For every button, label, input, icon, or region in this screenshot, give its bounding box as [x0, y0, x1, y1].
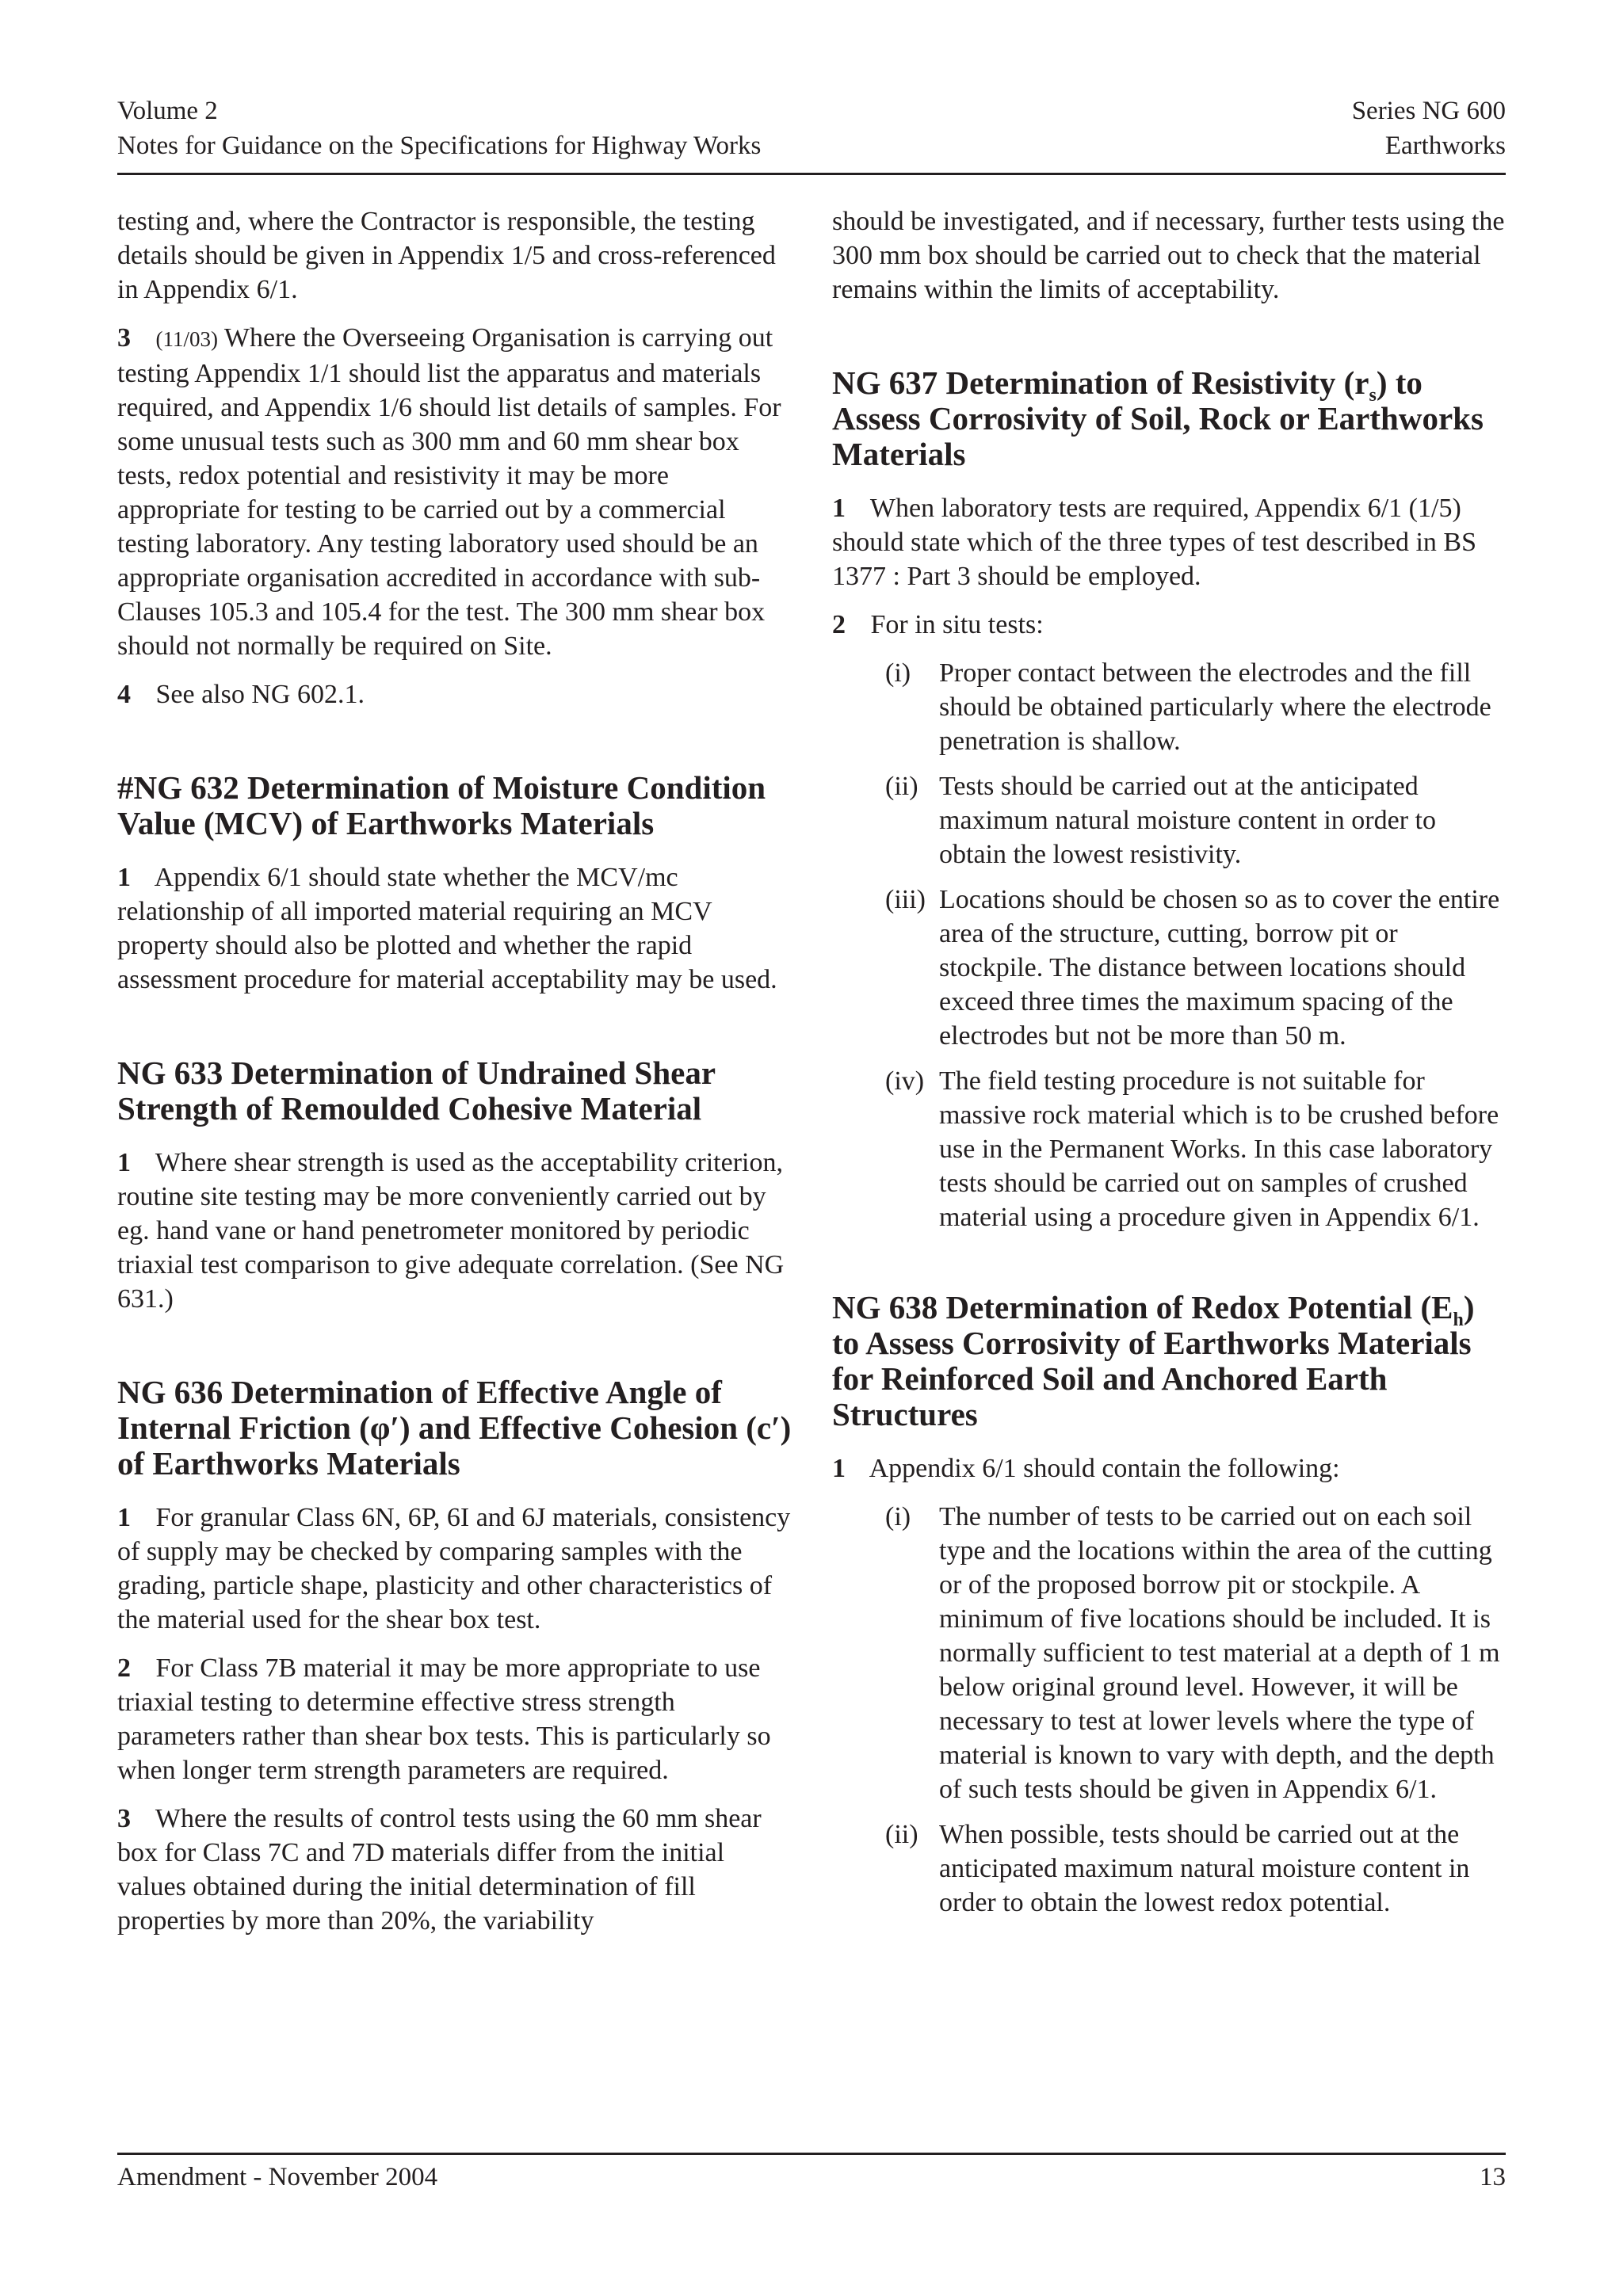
paragraph-number: 3 — [117, 1804, 131, 1833]
list-638 — [832, 1500, 1507, 1920]
paragraph-text: For Class 7B material it may be more appropriate to use triaxial testing to determine effective stress strength parameters rather than shear box tests. This is particularly so when longer term strength parameters are required. — [117, 1653, 771, 1785]
right-column — [832, 204, 1507, 1931]
document-subtitle: Notes for Guidance on the Specifications for Highway Works — [117, 132, 762, 160]
heading-ng-638: NG 638 Determination of Redox Potential $(E_h)$ to Assess Corrosivity of Earthworks Materials for Reinforced Soil and Anchored Earth Structures — [832, 1289, 1475, 1432]
page-number: 13 — [1480, 2163, 1506, 2191]
paragraph-number: 1 — [117, 863, 131, 892]
paragraph-number: 1 — [832, 1454, 846, 1483]
paragraph-number: 1 — [117, 1148, 131, 1177]
list-item: (iv) The field testing procedure is not suitable for massive rock material which is to be crushed before use in the Permanent Works. In this case laboratory tests should be carried out on samples of crushed material using a procedure given in Appendix 6/1. — [885, 1066, 1499, 1232]
left-column — [117, 204, 792, 1952]
page-header — [117, 93, 1506, 175]
volume-label: Volume 2 — [117, 97, 218, 125]
paragraph-4 — [117, 677, 792, 711]
page-footer — [117, 2153, 1506, 2191]
paragraph-text: Appendix 6/1 should state whether the MCV/mc relationship of all imported material requiring an MCV property should also be plotted and whether the rapid assessment procedure for material acceptability may be used. — [117, 863, 777, 994]
amendment-label: Amendment - November 2004 — [117, 2163, 438, 2191]
paragraph-text: See also NG 602.1. — [155, 680, 365, 709]
paragraph-continued: testing and, where the Contractor is responsible, the testing details should be given in Appendix 1/5 and cross-referenced in Appendix 6/1. — [117, 207, 776, 304]
paragraph-number: 3 — [117, 323, 131, 353]
list-item: (ii) When possible, tests should be carried out at the anticipated maximum natural moisture content in order to obtain the lowest redox potential. — [885, 1820, 1470, 1917]
paragraph-633-1 — [117, 1146, 792, 1316]
paragraph-637-1 — [832, 491, 1507, 593]
paragraph-text: When laboratory tests are required, Appendix 6/1 (1/5) should state which of the three types of test described in BS 1377 : Part 3 should be employed. — [832, 494, 1476, 591]
list-637 — [832, 656, 1507, 1234]
paragraph-number: 2 — [832, 610, 846, 639]
paragraph-636-1 — [117, 1501, 792, 1637]
paragraph-text: Where the results of control tests using the 60 mm shear box for Class 7C and 7D materials differ from the initial values obtained during the initial determination of fill properties by more than 20%, the variability — [117, 1804, 762, 1936]
heading-ng-632: #NG 632 Determination of Moisture Condition Value (MCV) of Earthworks Materials — [117, 769, 766, 841]
heading-ng-636: NG 636 Determination of Effective Angle of Internal Friction (φ′) and Effective Cohesion (c′) of Earthworks Materials — [117, 1374, 792, 1482]
paragraph-632-1 — [117, 860, 792, 997]
list-item: (i) The number of tests to be carried out on each soil type and the locations within the area of the cutting or of the proposed borrow pit or stockpile. A minimum of five locations should be included. It is normally sufficient to test material at a depth of 1 m below original ground level. However, it will be necessary to test at lower levels where the type of material is known to vary with depth, and the depth of such tests should be given in Appendix 6/1. — [885, 1502, 1500, 1804]
paragraph-636-2 — [117, 1651, 792, 1787]
heading-ng-637: NG 637 Determination of Resistivity $(r_s)$ to Assess Corrosivity of Soil, Rock or Earthworks Materials — [832, 364, 1484, 472]
paragraph-number: 2 — [117, 1653, 131, 1683]
paragraph-text: For granular Class 6N, 6P, 6I and 6J materials, consistency of supply may be checked by comparing samples with the grading, particle shape, plasticity and other characteristics of the material used for the shear box test. — [117, 1503, 791, 1634]
paragraph-text: Where shear strength is used as the acceptability criterion, routine site testing may be more conveniently carried out by eg. hand vane or hand penetrometer monitored by periodic triaxial test comparison to give adequate correlation. (See NG 631.) — [117, 1148, 785, 1314]
paragraph-text: Where the Overseeing Organisation is carrying out testing Appendix 1/1 should list the apparatus and materials required, and Appendix 1/6 should list details of samples. For some unusual tests such as 300 mm and 60 mm shear box tests, redox potential and resistivity it may be more appropriate for testing to be carried out by a commercial testing laboratory. Any testing laboratory used should be an appropriate organisation accredited in accordance with sub-Clauses 105.3 and 105.4 for the test. The 300 mm shear box should not normally be required on Site. — [117, 323, 781, 661]
amendment-date: (11/03) — [155, 327, 218, 351]
series-label: Series NG 600 — [1351, 97, 1506, 125]
list-item: (iii) Locations should be chosen so as to cover the entire area of the structure, cutting, borrow pit or stockpile. The distance between locations should exceed three times the maximum spacing of the electrodes but not be more than 50 m. — [885, 885, 1500, 1051]
paragraph-3 — [117, 321, 792, 663]
paragraph-text: Appendix 6/1 should contain the following: — [869, 1454, 1340, 1483]
list-item: (ii) Tests should be carried out at the anticipated maximum natural moisture content in order to obtain the lowest resistivity. — [885, 772, 1436, 869]
paragraph-number: 4 — [117, 680, 131, 709]
paragraph-637-2 — [832, 608, 1507, 642]
heading-ng-633: NG 633 Determination of Undrained Shear Strength of Remoulded Cohesive Material — [117, 1055, 716, 1127]
paragraph-636-3 — [117, 1802, 792, 1938]
paragraph-638-1 — [832, 1451, 1507, 1486]
paragraph-number: 1 — [832, 494, 846, 523]
list-item: (i) Proper contact between the electrodes and the fill should be obtained particularly where the electrode penetration is shallow. — [885, 658, 1491, 756]
paragraph-number: 1 — [117, 1503, 131, 1532]
paragraph-text: For in situ tests: — [870, 610, 1044, 639]
section-label: Earthworks — [1384, 132, 1506, 160]
paragraph-continued: should be investigated, and if necessary, further tests using the 300 mm box should be carried out to check that the material remains within the limits of acceptability. — [832, 207, 1505, 304]
